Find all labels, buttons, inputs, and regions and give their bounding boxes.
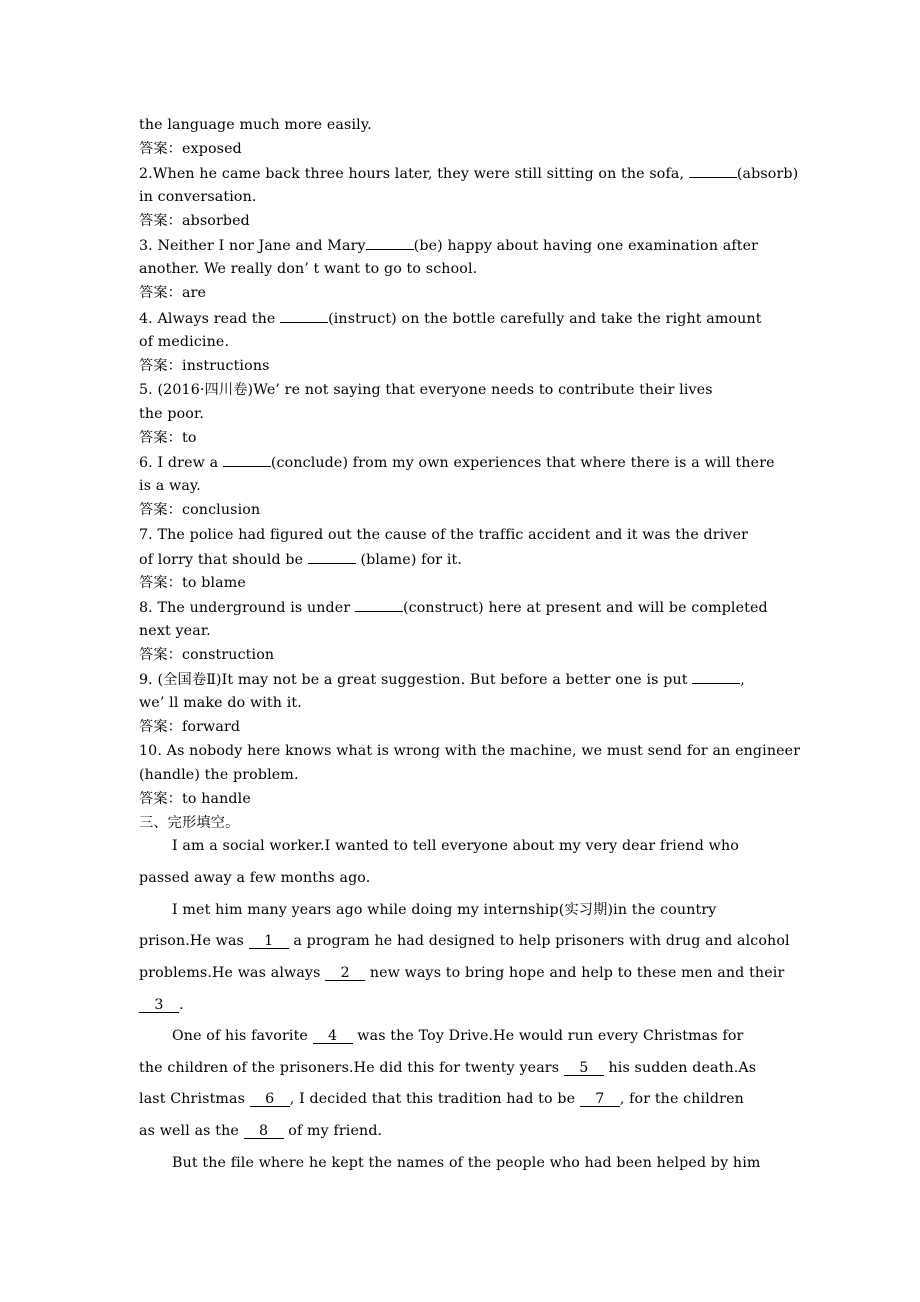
text-line: another. We really don’ t want to go to school. — [139, 261, 478, 277]
text-line: is a way. — [139, 478, 201, 494]
cloze-blank-7: 7 — [580, 1092, 620, 1107]
question-2: 2.When he came back three hours later, they were still sitting on the sofa, (absorb) — [139, 166, 799, 182]
answer-line: 答案：exposed — [139, 141, 242, 157]
answer-line: 答案：are — [139, 285, 207, 301]
question-6: 6. I drew a (conclude) from my own experiences that where there is a will there — [139, 455, 775, 471]
section-heading: 三、完形填空。 — [139, 815, 240, 831]
answer-blank — [366, 236, 414, 250]
cloze-blank-3: 3 — [139, 998, 179, 1013]
cloze-blank-6: 6 — [250, 1092, 290, 1107]
answer-line: 答案：conclusion — [139, 502, 261, 518]
answer-line: 答案：forward — [139, 719, 241, 735]
text-line: the poor. — [139, 406, 204, 422]
passage-line: One of his favorite 4 was the Toy Drive.He would run every Christmas for — [172, 1028, 744, 1044]
text-line: of medicine. — [139, 334, 230, 350]
passage-line: as well as the 8 of my friend. — [139, 1123, 383, 1139]
text-line: (handle) the problem. — [139, 767, 299, 783]
cloze-blank-1: 1 — [249, 934, 289, 949]
answer-blank — [308, 550, 356, 564]
text-line: next year. — [139, 623, 211, 639]
answer-line: 答案：to — [139, 430, 197, 446]
answer-line: 答案：absorbed — [139, 213, 250, 229]
question-7: 7. The police had figured out the cause of the traffic accident and it was the driver — [139, 527, 749, 543]
question-5: 5. (2016·四川卷)We’ re not saying that everyone needs to contribute their lives — [139, 382, 713, 398]
question-4: 4. Always read the (instruct) on the bottle carefully and take the right amount — [139, 311, 762, 327]
passage-line: the children of the prisoners.He did this for twenty years 5 his sudden death.As — [139, 1060, 757, 1076]
passage-line: problems.He was always 2 new ways to bring hope and help to these men and their — [139, 965, 785, 981]
answer-blank — [692, 670, 740, 684]
answer-blank — [223, 453, 271, 467]
answer-line: 答案：to handle — [139, 791, 251, 807]
answer-blank — [280, 309, 328, 323]
text-line: in conversation. — [139, 189, 257, 205]
answer-blank — [355, 598, 403, 612]
passage-line: I met him many years ago while doing my internship(实习期)in the country — [172, 902, 717, 918]
text-line: the language much more easily. — [139, 117, 372, 133]
question-9: 9. (全国卷Ⅱ)It may not be a great suggestion. But before a better one is put , — [139, 672, 745, 688]
text-line: we’ ll make do with it. — [139, 695, 302, 711]
text-line: of lorry that should be (blame) for it. — [139, 552, 463, 568]
answer-line: 答案：construction — [139, 647, 275, 663]
cloze-blank-5: 5 — [564, 1061, 604, 1076]
passage-line: passed away a few months ago. — [139, 870, 371, 886]
answer-line: 答案：instructions — [139, 358, 270, 374]
answer-line: 答案：to blame — [139, 575, 246, 591]
passage-line: But the file where he kept the names of the people who had been helped by him — [172, 1155, 761, 1171]
question-10: 10. As nobody here knows what is wrong with the machine, we must send for an engineer — [139, 743, 801, 759]
passage-line: 3 . — [139, 996, 184, 1014]
cloze-blank-4: 4 — [313, 1029, 353, 1044]
cloze-blank-8: 8 — [244, 1124, 284, 1139]
question-3: 3. Neither I nor Jane and Mary (be) happy about having one examination after — [139, 238, 759, 254]
question-8: 8. The underground is under (construct) here at present and will be completed — [139, 600, 768, 616]
cloze-blank-2: 2 — [325, 966, 365, 981]
answer-blank — [689, 164, 737, 178]
passage-line: prison.He was 1 a program he had designed to help prisoners with drug and alcohol — [139, 933, 790, 949]
passage-line: I am a social worker.I wanted to tell everyone about my very dear friend who — [172, 838, 739, 854]
passage-line: last Christmas 6 , I decided that this tradition had to be 7 , for the children — [139, 1091, 744, 1107]
